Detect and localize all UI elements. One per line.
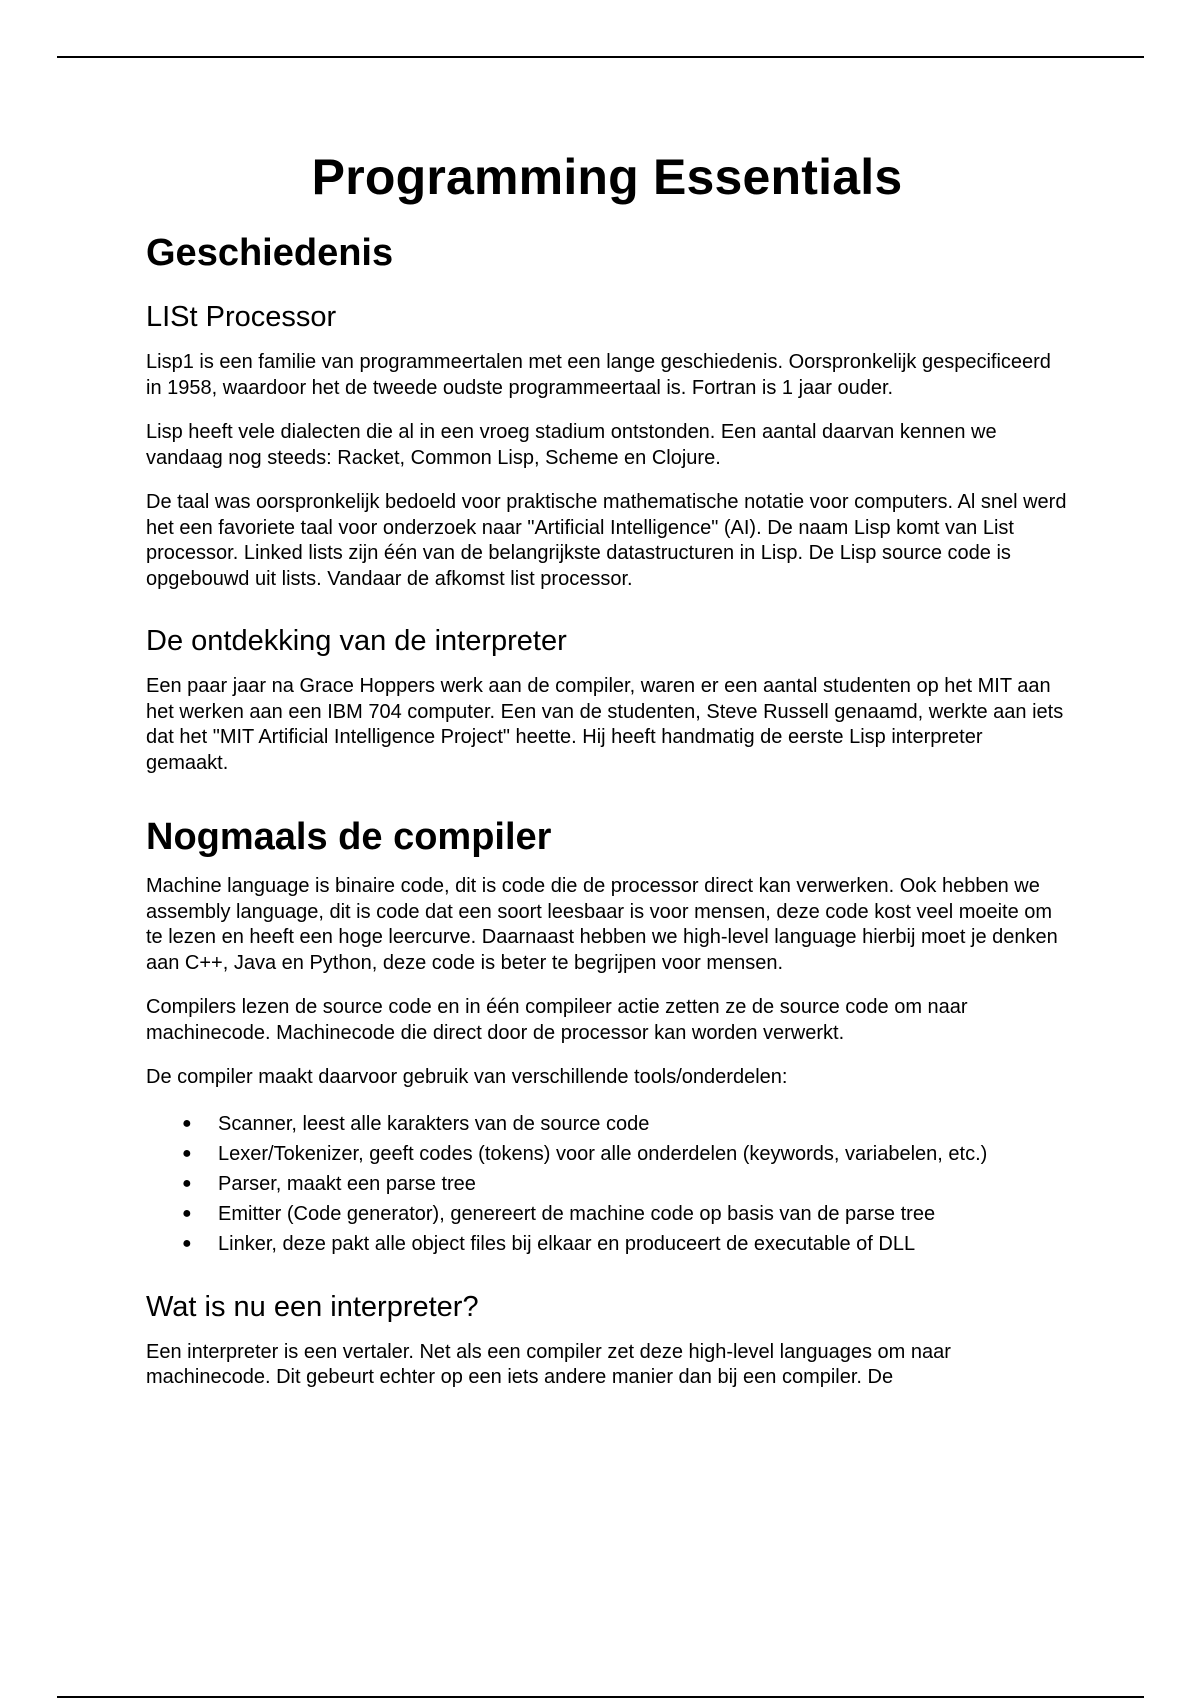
paragraph-interpreter-discovery: Een paar jaar na Grace Hoppers werk aan de compiler, waren er een aantal studenten op het MIT aan het werken aan een IBM 704 computer. Een van de studenten, Steve Russell genaamd, werkte aan iets dat het "MIT Artificial Intelligence Project" heette. Hij heeft handmatig de eerste Lisp interpreter gemaakt.	[146, 675, 1064, 774]
heading-interpreter-discovery: De ontdekking van de interpreter	[146, 625, 567, 657]
paragraph-interpreter-definition: Een interpreter is een vertaler. Net als een compiler zet deze high-level languages om naar machinecode. Dit gebeurt echter op een iets andere manier dan bij een compiler. De	[146, 1340, 951, 1388]
list-item-text: Parser, maakt een parse tree	[218, 1172, 476, 1195]
list-item	[182, 1140, 1068, 1168]
list-item	[182, 1230, 1068, 1258]
list-item-text: Scanner, leest alle karakters van de source code	[218, 1112, 650, 1135]
list-item	[182, 1110, 1068, 1138]
heading-what-is-interpreter: Wat is nu een interpreter?	[146, 1290, 479, 1323]
paragraph-machine-language: Machine language is binaire code, dit is code die de processor direct kan verwerken. Ook hebben we assembly language, dit is code dat een soort leesbaar is voor mensen, deze code kost veel moeite om te lezen en heeft een hoge leercurve. Daarnaast hebben we high-level language hierbij moet je denken aan C++, Java en Python, deze code is beter te begrijpen voor mensen.	[146, 875, 1058, 974]
paragraph-lisp-intro: Lisp1 is een familie van programmeertalen met een lange geschiedenis. Oorspronkelijk gespecificeerd in 1958, waardoor het de tweede oudste programmeertaal is. Fortran is 1 jaar ouder.	[146, 351, 1051, 399]
heading-geschiedenis: Geschiedenis	[146, 232, 394, 274]
bullet-icon: ●	[182, 1114, 192, 1132]
bullet-icon: ●	[182, 1204, 192, 1222]
bullet-icon: ●	[182, 1234, 192, 1252]
list-item	[182, 1200, 1068, 1228]
document-body	[146, 140, 1068, 1410]
bullet-icon: ●	[182, 1144, 192, 1162]
list-item	[182, 1170, 1068, 1198]
document-title: Programming Essentials	[311, 149, 903, 205]
bullet-icon: ●	[182, 1174, 192, 1192]
heading-compiler: Nogmaals de compiler	[146, 816, 552, 858]
heading-list-processor: LISt Processor	[146, 301, 337, 333]
compiler-tools-list	[146, 1110, 1068, 1258]
paragraph-compilers: Compilers lezen de source code en in één compileer actie zetten ze de source code om naar machinecode. Machinecode die direct door de processor kan worden verwerkt.	[146, 996, 968, 1044]
paragraph-lisp-purpose: De taal was oorspronkelijk bedoeld voor praktische mathematische notatie voor computers. Al snel werd het een favoriete taal voor onderzoek naar "Artificial Intelligence" (AI). De naam Lisp komt van List processor. Linked lists zijn één van de belangrijkste datastructuren in Lisp. De Lisp source code is opgebouwd uit lists. Vandaar de afkomst list processor.	[146, 491, 1067, 590]
paragraph-lisp-dialects: Lisp heeft vele dialecten die al in een vroeg stadium ontstonden. Een aantal daarvan kennen we vandaag nog steeds: Racket, Common Lisp, Scheme en Clojure.	[146, 421, 997, 469]
list-item-text: Linker, deze pakt alle object files bij elkaar en produceert de executable of DLL	[218, 1232, 916, 1255]
bottom-rule	[57, 1696, 1144, 1698]
top-rule	[57, 56, 1144, 58]
paragraph-compiler-tools: De compiler maakt daarvoor gebruik van verschillende tools/onderdelen:	[146, 1066, 788, 1088]
list-item-text: Lexer/Tokenizer, geeft codes (tokens) voor alle onderdelen (keywords, variabelen, etc.)	[218, 1142, 988, 1165]
list-item-text: Emitter (Code generator), genereert de machine code op basis van de parse tree	[218, 1202, 936, 1225]
